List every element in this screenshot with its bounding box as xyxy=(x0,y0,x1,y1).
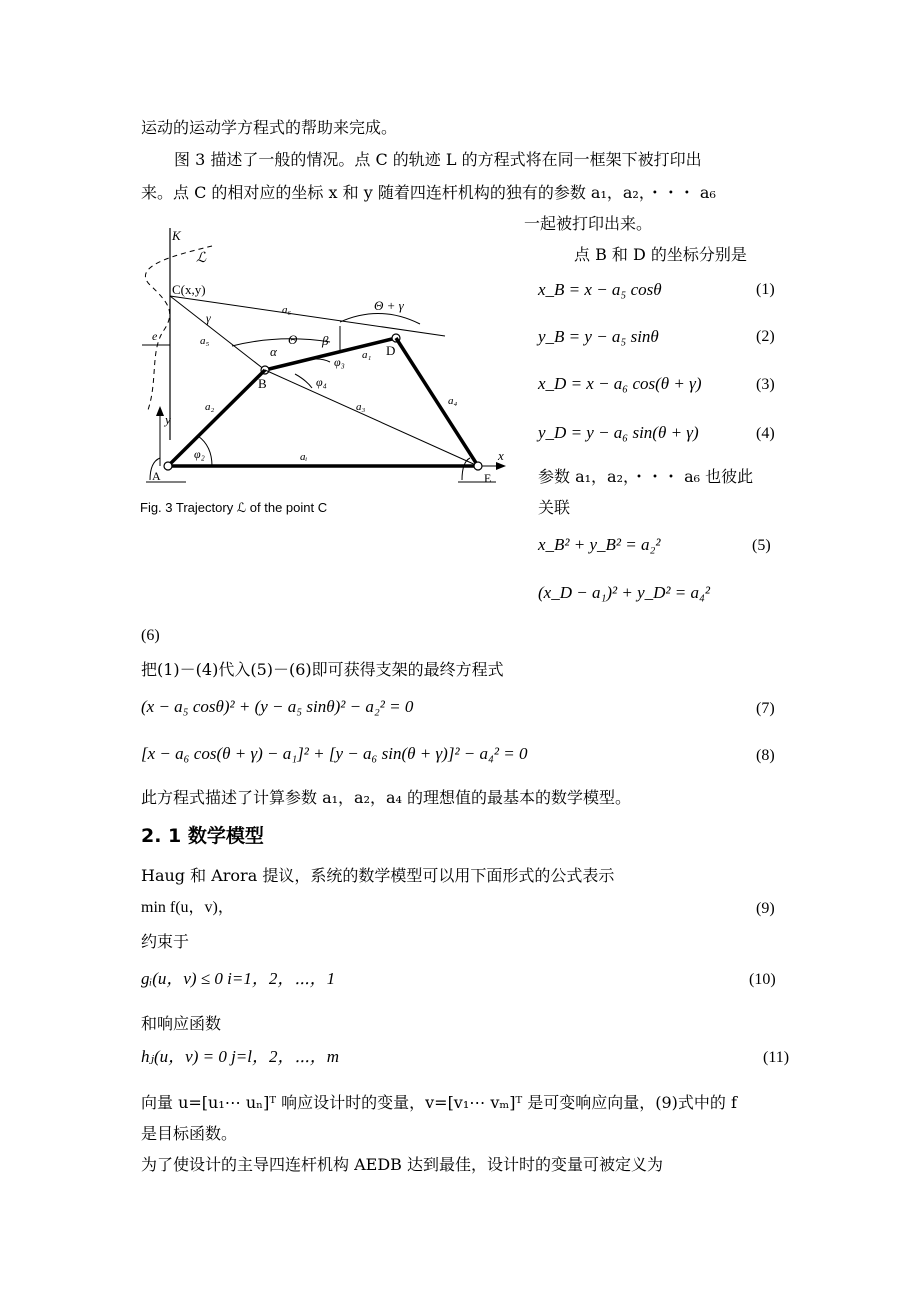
equation-3-number: (3) xyxy=(756,376,775,393)
equation-1-number: (1) xyxy=(756,281,775,298)
equation-4: y_D = y − a₆ sin(θ + γ) xyxy=(538,423,699,442)
trajectory-curve xyxy=(145,246,212,410)
link-a1 xyxy=(265,338,396,370)
label-phi4: φ₄ xyxy=(316,375,327,389)
label-C: C(x,y) xyxy=(172,282,206,297)
equation-7-number: (7) xyxy=(756,700,775,717)
label-phi2: φ₂ xyxy=(194,447,205,461)
equation-8: [x − a₆ cos(θ + γ) − a₁]² + [y − a₆ sin(θ + γ)]² − a₄² = 0 xyxy=(141,744,528,763)
label-e: e xyxy=(152,329,158,343)
x-axis-arrow xyxy=(496,462,506,470)
label-gamma: γ xyxy=(206,311,211,325)
equation-5: x_B² + y_B² = a₂² xyxy=(538,535,661,554)
label-a6: a₆ xyxy=(282,304,292,316)
paragraph-fig3-line3: 一起被打印出来。 xyxy=(524,214,653,233)
paragraph-vectors-line2: 是目标函数。 xyxy=(141,1124,238,1143)
paragraph-params-line2: 关联 xyxy=(538,498,571,517)
label-A: A xyxy=(152,469,161,483)
label-E: E xyxy=(484,471,492,485)
label-ai: aᵢ xyxy=(300,451,308,463)
label-theta: Θ xyxy=(288,332,298,347)
label-L: ℒ xyxy=(196,251,207,266)
equation-11: hⱼ(u，v) = 0 j=l，2，⋯，m xyxy=(141,1047,340,1066)
label-B: B xyxy=(258,376,267,391)
label-a4: a₄ xyxy=(448,395,458,407)
link-a4 xyxy=(396,338,478,466)
paragraph-vectors-line1: 向量 u=[u₁⋯ uₙ]ᵀ 响应设计时的变量，v=[v₁⋯ vₘ]ᵀ 是可变响应向量，(9)式中的 f xyxy=(141,1093,737,1112)
equation-5-number: (5) xyxy=(752,537,771,554)
label-K: K xyxy=(172,228,181,243)
y-axis-arrow xyxy=(156,406,164,416)
link-a2 xyxy=(168,370,265,466)
paragraph-fig3-line1: 图 3 描述了一般的情况。点 C 的轨迹 L 的方程式将在同一框架下被打印出 xyxy=(174,150,702,169)
equation-2-number: (2) xyxy=(756,328,775,345)
figure-3 xyxy=(128,222,518,522)
label-beta: β xyxy=(322,333,329,348)
paragraph-substitution: 把(1)－(4)代入(5)－(6)即可获得支架的最终方程式 xyxy=(141,660,504,679)
link-a5 xyxy=(170,296,265,370)
equation-9: min f(u，v)， xyxy=(141,899,234,916)
label-a1: a₁ xyxy=(362,349,372,361)
label-alpha: α xyxy=(270,344,277,359)
paragraph-continuation: 运动的运动学方程式的帮助来完成。 xyxy=(141,118,398,137)
paragraph-constraint: 约束于 xyxy=(141,932,190,951)
label-a5: a₅ xyxy=(200,335,210,347)
equation-10-number: (10) xyxy=(749,971,776,988)
label-a2: a₂ xyxy=(205,401,215,413)
label-theta-gamma: Θ + γ xyxy=(374,298,404,313)
paragraph-haug-arora: Haug 和 Arora 提议，系统的数学模型可以用下面形式的公式表示 xyxy=(141,866,615,885)
equation-1: x_B = x − a₅ cosθ xyxy=(538,280,662,299)
paragraph-fig3-line2: 来。点 C 的相对应的坐标 x 和 y 随着四连杆机构的独有的参数 a₁，a₂，・・・ a₆ xyxy=(141,183,716,202)
equation-9-number: (9) xyxy=(756,900,775,917)
paragraph-params-line1: 参数 a₁，a₂，・・・ a₆ 也彼此 xyxy=(538,467,754,486)
equation-2: y_B = y − a₅ sinθ xyxy=(538,327,659,346)
equation-6-number: (6) xyxy=(141,627,160,644)
label-x: x xyxy=(498,448,504,463)
equation-8-number: (8) xyxy=(756,747,775,764)
paragraph-response: 和响应函数 xyxy=(141,1014,222,1033)
support-E xyxy=(462,458,470,480)
arc-theta xyxy=(232,339,330,346)
figure-caption: Fig. 3 Trajectory ℒ of the point C xyxy=(140,500,328,515)
equation-10: gᵢ(u，v) ≤ 0 i=1，2，⋯，1 xyxy=(141,969,336,988)
paragraph-coords-intro: 点 B 和 D 的坐标分别是 xyxy=(574,245,747,264)
label-y: y xyxy=(165,412,171,427)
equation-11-number: (11) xyxy=(763,1049,790,1066)
section-heading: 2. 1 数学模型 xyxy=(141,825,264,847)
label-D: D xyxy=(386,343,396,358)
equation-4-number: (4) xyxy=(756,425,775,442)
equation-6: (x_D − a₁)² + y_D² = a₄² xyxy=(538,583,710,602)
equation-3: x_D = x − a₆ cos(θ + γ) xyxy=(538,374,702,393)
arc-phi4 xyxy=(295,374,312,388)
joint-A xyxy=(164,462,172,470)
paragraph-design-variables: 为了使设计的主导四连杆机构 AEDB 达到最佳，设计时的变量可被定义为 xyxy=(141,1155,663,1174)
joint-E xyxy=(474,462,482,470)
label-a3: a₃ xyxy=(356,401,366,413)
label-phi3: φ₃ xyxy=(334,355,345,369)
paragraph-model-desc: 此方程式描述了计算参数 a₁，a₂，a₄ 的理想值的最基本的数学模型。 xyxy=(141,788,632,807)
equation-7: (x − a₅ cosθ)² + (y − a₅ sinθ)² − a₂² = 0 xyxy=(141,697,414,716)
